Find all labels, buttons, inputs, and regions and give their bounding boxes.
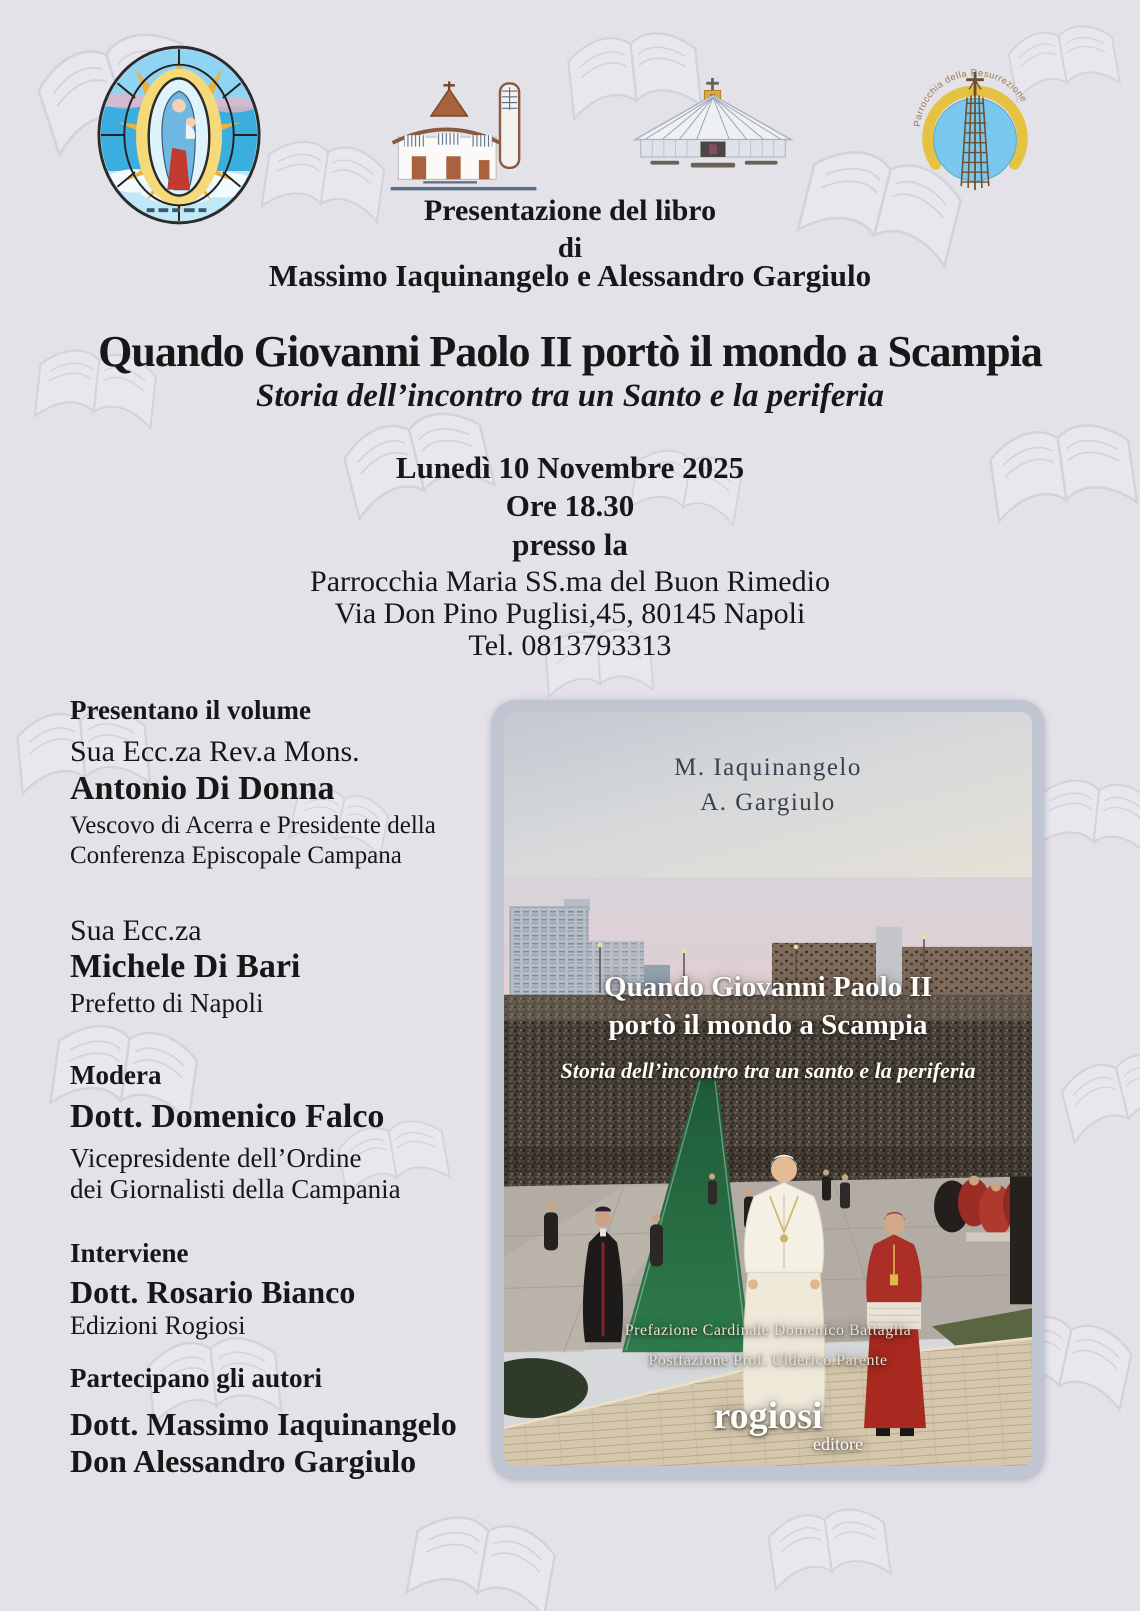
speaker2-name: Michele Di Bari <box>70 948 301 985</box>
moderator-name: Dott. Domenico Falco <box>70 1098 385 1135</box>
cover-title-line1: Quando Giovanni Paolo II <box>604 971 932 1003</box>
moderator-role-line2: dei Giornalisti della Campania <box>70 1174 401 1204</box>
parish-church-drawing-icon <box>383 80 546 198</box>
moderator-role-line1: Vicepresidente dell’Ordine <box>70 1143 362 1173</box>
publisher-logo-sub: editore <box>813 1434 863 1454</box>
cover-author-line1: M. Iaquinangelo <box>674 754 862 781</box>
cover-postface: Postfazione Prof. Ulderico Parente <box>648 1352 888 1369</box>
section-interviene-heading: Interviene <box>70 1238 189 1268</box>
book-cover-photo <box>504 877 1032 1466</box>
modern-church-drawing-icon <box>630 76 796 182</box>
cover-title <box>504 968 1032 1044</box>
resurrection-logo-arc-text: Parrocchia della Resurrezione <box>911 67 1030 128</box>
header-line2: di <box>557 232 583 264</box>
event-phone: Tel. 0813793313 <box>468 629 672 662</box>
book-cover <box>492 700 1044 1478</box>
section-partecipano-heading: Partecipano gli autori <box>70 1363 322 1393</box>
event-time: Ore 18.30 <box>505 488 635 523</box>
speaker4-role: Edizioni Rogiosi <box>70 1311 246 1340</box>
cover-subtitle: Storia dell’incontro tra un santo e la periferia <box>560 1058 976 1083</box>
event-preposition: presso la <box>512 527 628 562</box>
header-authors: Massimo Iaquinangelo e Alessandro Gargiulo <box>268 258 872 293</box>
speaker2-role: Prefetto di Napoli <box>70 988 264 1018</box>
speaker1-role-line2: Conferenza Episcopale Campana <box>70 842 402 869</box>
section-presentano-heading: Presentano il volume <box>70 695 311 725</box>
speaker4-name: Dott. Rosario Bianco <box>70 1274 356 1310</box>
poster-title: Quando Giovanni Paolo II portò il mondo a Scampia <box>98 327 1042 376</box>
event-venue: Parrocchia Maria SS.ma del Buon Rimedio <box>310 565 830 598</box>
book-cover-authors-band <box>504 712 1032 878</box>
cover-preface: Prefazione Cardinale Domenico Battaglia <box>624 1322 912 1339</box>
author2-name: Don Alessandro Gargiulo <box>70 1443 417 1479</box>
speaker1-role-line1: Vescovo di Acerra e Presidente della <box>70 812 436 839</box>
resurrection-parish-logo <box>910 46 1040 200</box>
publisher-logo: rogiosi <box>713 1395 823 1437</box>
event-date: Lunedì 10 Novembre 2025 <box>395 450 745 485</box>
author1-name: Dott. Massimo Iaquinangelo <box>70 1406 457 1442</box>
cover-title-line2: portò il mondo a Scampia <box>608 1009 928 1041</box>
section-modera-heading: Modera <box>70 1060 162 1090</box>
event-address: Via Don Pino Puglisi,45, 80145 Napoli <box>334 597 806 630</box>
speaker1-name: Antonio Di Donna <box>70 770 335 807</box>
speaker1-pretitle: Sua Ecc.za Rev.a Mons. <box>70 735 360 768</box>
cover-author-line2: A. Gargiulo <box>700 789 836 816</box>
poster-subtitle: Storia dell’incontro tra un Santo e la periferia <box>256 378 884 414</box>
speaker2-pretitle: Sua Ecc.za <box>70 914 202 947</box>
header-line1: Presentazione del libro <box>423 194 717 227</box>
